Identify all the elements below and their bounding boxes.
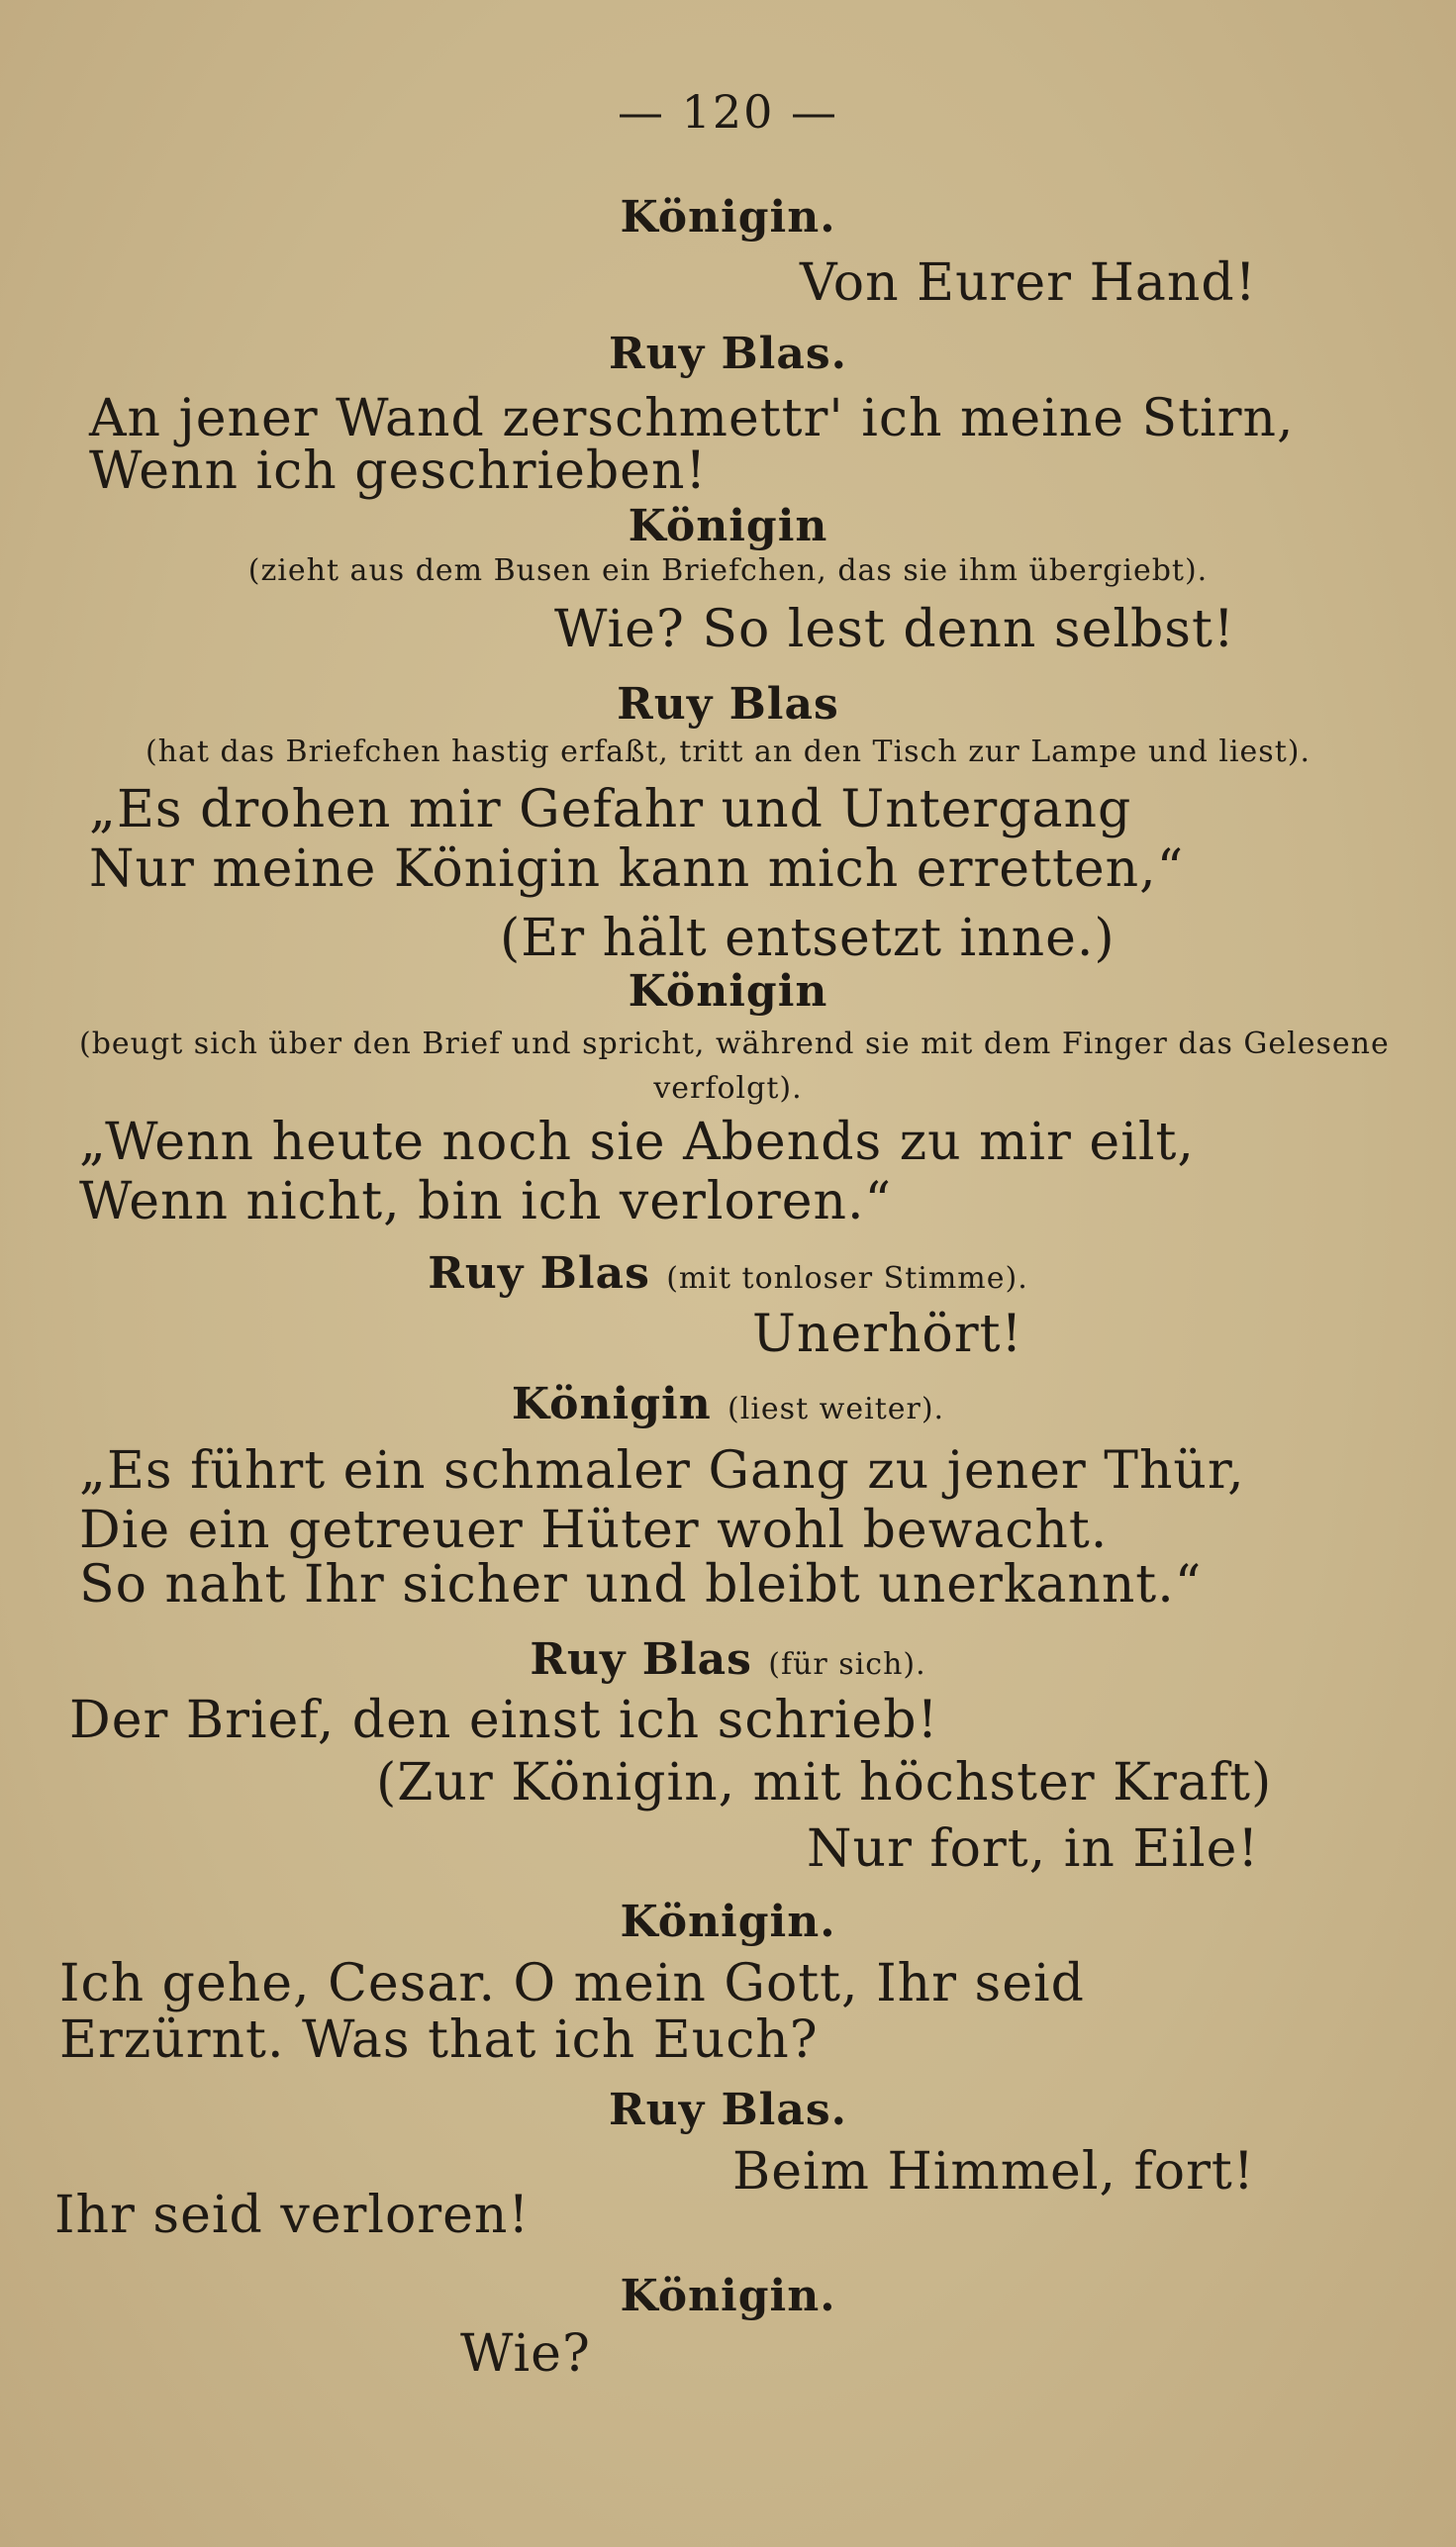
speaker-name: Königin. — [620, 2271, 836, 2321]
speaker-name: Königin. — [620, 192, 836, 243]
verse-line: Von Eurer Hand! — [800, 253, 1257, 313]
verse-line: So naht Ihr sicher und bleibt unerkannt.“ — [79, 1555, 1203, 1615]
speaker-with-direction — [0, 1634, 1456, 1685]
verse-line: Nur meine Königin kann mich erretten,“ — [89, 839, 1185, 899]
speaker-with-direction — [0, 1248, 1456, 1299]
verse-line: Nur fort, in Eile! — [807, 1819, 1260, 1879]
stage-direction: (zieht aus dem Busen ein Briefchen, das sie ihm übergiebt). — [247, 553, 1209, 588]
speaker-with-direction — [0, 1379, 1456, 1429]
verse-line: Ich gehe, Cesar. O mein Gott, Ihr seid — [59, 1954, 1085, 2013]
speaker-name: Königin — [628, 966, 828, 1017]
speaker-name: Ruy Blas. — [609, 2085, 847, 2135]
verse-line: Beim Himmel, fort! — [732, 2142, 1255, 2202]
verse-line: „Es drohen mir Gefahr und Untergang — [89, 780, 1132, 839]
speaker-name: Ruy Blas — [428, 1248, 650, 1299]
page-number: — 120 — — [617, 85, 839, 139]
verse-line: Der Brief, den einst ich schrieb! — [69, 1691, 939, 1750]
verse-line: Wie? — [460, 2324, 591, 2384]
verse-line: „Es führt ein schmaler Gang zu jener Thür, — [79, 1441, 1245, 1501]
verse-line: Die ein getreuer Hüter wohl bewacht. — [79, 1501, 1109, 1560]
speaker-name: Königin — [628, 501, 828, 551]
stage-direction: (für sich). — [768, 1647, 926, 1682]
stage-direction: verfolgt). — [653, 1071, 803, 1106]
stage-direction: (mit tonloser Stimme). — [666, 1261, 1028, 1296]
verse-line: (Zur Königin, mit höchster Kraft) — [376, 1753, 1273, 1812]
stage-direction: (beugt sich über den Brief und spricht, während sie mit dem Finger das Gelesene — [79, 1027, 1390, 1061]
verse-line: Erzürnt. Was that ich Euch? — [59, 2010, 819, 2070]
verse-line: Wenn nicht, bin ich verloren.“ — [79, 1172, 893, 1231]
stage-direction: (hat das Briefchen hastig erfaßt, tritt an den Tisch zur Lampe und liest). — [146, 735, 1310, 769]
verse-line: Unerhört! — [752, 1305, 1023, 1364]
speaker-name: Königin. — [620, 1897, 836, 1947]
speaker-name: Ruy Blas — [530, 1634, 752, 1685]
verse-line: (Er hält entsetzt inne.) — [500, 909, 1116, 968]
verse-line: Ihr seid verloren! — [54, 2186, 531, 2245]
verse-line: Wie? So lest denn selbst! — [554, 600, 1235, 659]
speaker-name: Königin — [511, 1379, 712, 1429]
speaker-name: Ruy Blas — [617, 679, 839, 730]
verse-line: Wenn ich geschrieben! — [89, 441, 708, 501]
speaker-name: Ruy Blas. — [609, 329, 847, 379]
verse-line: „Wenn heute noch sie Abends zu mir eilt, — [79, 1113, 1195, 1172]
verse-line: An jener Wand zerschmettr' ich meine Stirn, — [89, 389, 1295, 448]
stage-direction: (liest weiter). — [728, 1392, 945, 1426]
